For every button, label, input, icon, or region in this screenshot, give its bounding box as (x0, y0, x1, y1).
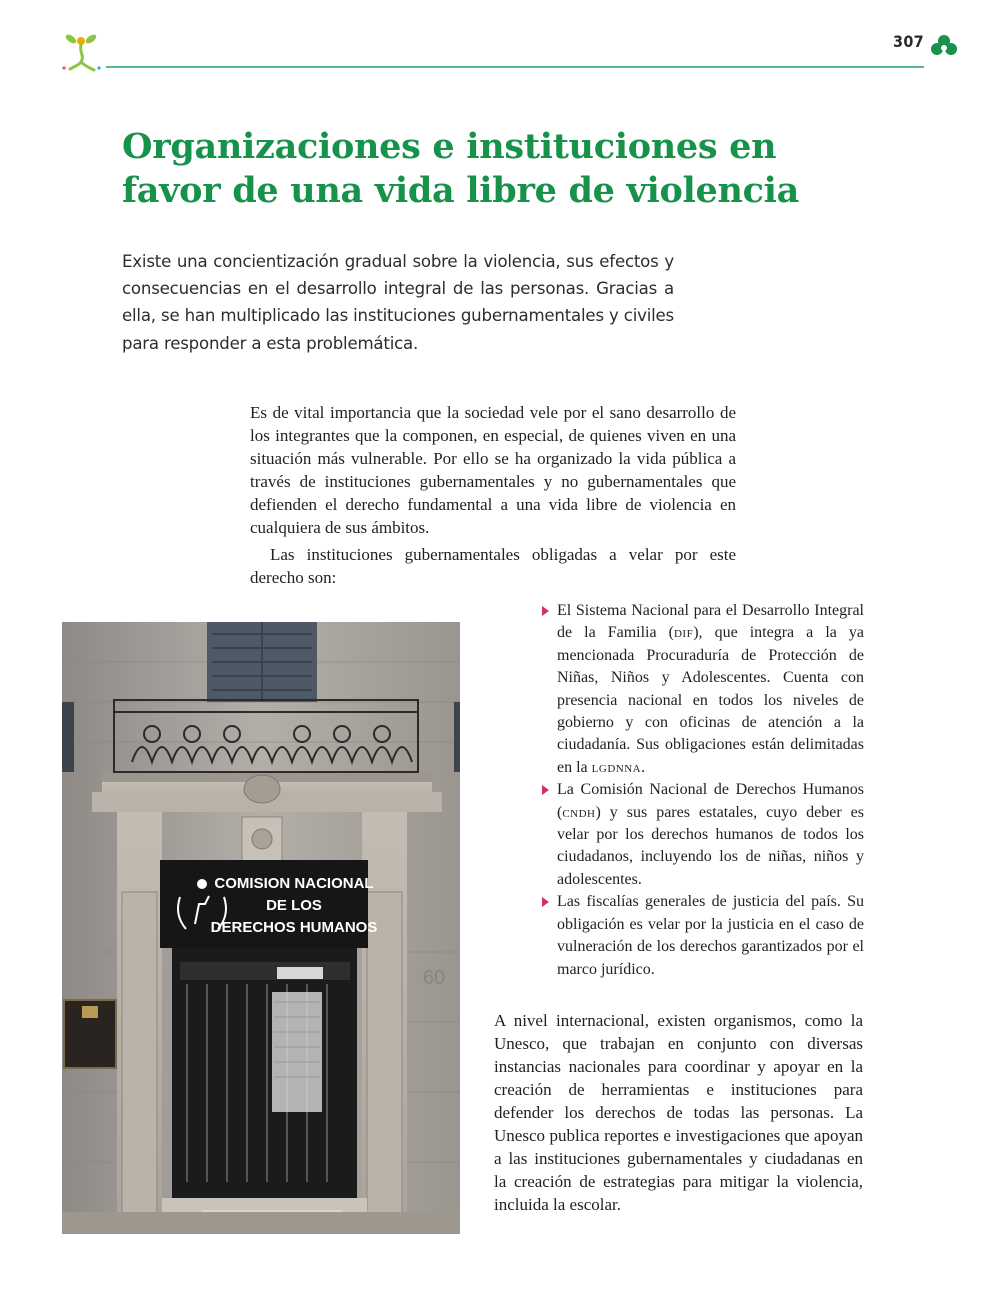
list-item-dif: El Sistema Nacional para el Desarrollo Integral de la Familia (dif), que integra a la ya mencionada Procuraduría de Protección de Niñas, Niños y Adolescentes. Cuenta con presencia nacional en todos los niveles de gobierno y con oficinas de atención a la ciudadanía. Sus obligaciones están delimitadas en la lgdnna. (540, 600, 864, 779)
intro-paragraph: Existe una concientización gradual sobre la violencia, sus efectos y consecuencias en el desarrollo integral de las personas. Gracias a ella, se han multiplicado las instituciones gubernamentales y civiles para responder a esta problemática. (122, 252, 674, 353)
institutions-list (540, 600, 864, 981)
abbr-lgdnna: lgdnna (591, 758, 642, 776)
title-line-2: favor de una vida libre de violencia (122, 170, 800, 211)
body-paragraph-2: Las instituciones gubernamentales obligadas a velar por este derecho son: (250, 545, 736, 587)
body-paragraph-1: Es de vital importancia que la sociedad vele por el sano desarrollo de los integrantes que la componen, en especial, de quienes viven en una situación más vulnerable. Por ello se ha organizado la vida pública a través de instituciones gubernamentales y no gubernamentales que defienden el derecho fundamental a una vida libre de violencia en cualquiera de sus ámbitos. (250, 403, 736, 537)
list-item-cndh: La Comisión Nacional de Derechos Humanos (cndh) y sus pares estatales, cuyo deber es velar por los derechos humanos de todos los ciudadanos, incluyendo los de niñas, niños y adolescentes. (540, 779, 864, 891)
header-rule (106, 66, 924, 68)
sign-text-line-1: COMISION NACIONAL (214, 875, 374, 892)
clover-icon (930, 34, 958, 58)
abbr-dif: dif (673, 624, 694, 642)
sign-text-line-2: DE LOS (266, 897, 322, 914)
list-item-fiscalias: Las fiscalías generales de justicia del país. Su obligación es velar por la justicia en el caso de vulneración de los derechos garantizados por el marco jurídico. (540, 891, 864, 981)
building-illustration (62, 622, 460, 1234)
body-paragraph-3: A nivel internacional, existen organismos, como la Unesco, que trabajan en conjunto con diversas instancias nacionales para coordinar y apoyar en la creación de herramientas e instituciones para defender los derechos de todas las personas. La Unesco publica reportes e investigaciones que apoyan a las instituciones gubernamentales y ciudadanas en la creación de estrategias para mitigar la violencia, incluida la escolar. (494, 1011, 863, 1214)
sign-text-line-3: DERECHOS HUMANOS (210, 919, 378, 936)
cndh-building-photo (62, 622, 460, 1234)
page-title (122, 125, 822, 213)
page-number: 307 (893, 32, 924, 51)
triangle-bullet-icon (542, 785, 549, 795)
triangle-bullet-icon (542, 897, 549, 907)
title-line-1: Organizaciones e instituciones en (122, 126, 777, 167)
triangle-bullet-icon (542, 606, 549, 616)
door-number: 60 (422, 967, 446, 989)
abbr-cndh: cndh (562, 803, 596, 821)
flower-person-icon (58, 30, 104, 74)
